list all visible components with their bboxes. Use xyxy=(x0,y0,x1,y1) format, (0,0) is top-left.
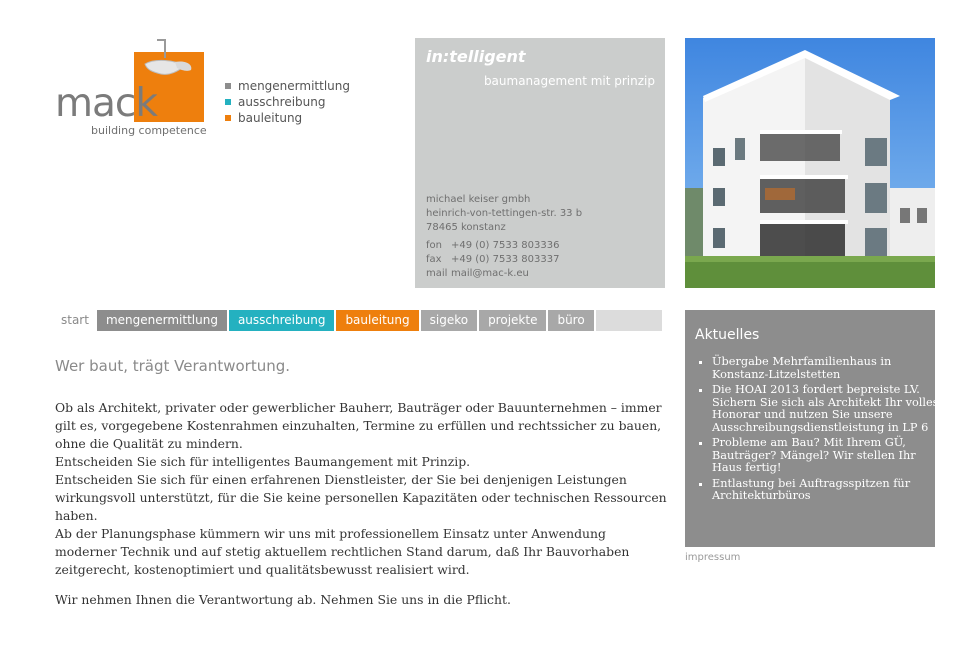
paragraph: Wir nehmen Ihnen die Verantwortung ab. Nehmen Sie uns in die Pflicht. xyxy=(55,592,511,607)
paragraph: Entscheiden Sie sich für einen erfahrenen Dienstleister, der Sie bei denjenigen Leistungen wirkungsvoll unterstützt, für die Sie keine personellen Kapazitäten oder technischen Ressourcen haben. xyxy=(55,472,667,523)
news-list xyxy=(695,356,940,506)
mail-link[interactable]: mail@mac-k.eu xyxy=(451,268,529,279)
services-list xyxy=(225,78,350,126)
fax-number: +49 (0) 7533 803337 xyxy=(451,254,560,265)
bullet-square-icon xyxy=(225,115,231,121)
news-item[interactable]: ▪ Probleme am Bau? Mit Ihrem GÜ, Bauträger? Mängel? Wir stellen Ihr Haus fertig! xyxy=(712,437,940,475)
imprint-link[interactable]: impressum xyxy=(685,552,741,563)
paragraph: Entscheiden Sie sich für intelligentes Baumangement mit Prinzip. xyxy=(55,454,471,469)
mail-label: mail xyxy=(426,268,448,279)
nav-ausschreibung[interactable]: ausschreibung xyxy=(229,310,335,331)
fax-label: fax xyxy=(426,254,442,265)
news-item[interactable]: ▪ Die HOAI 2013 fordert bepreiste LV. Sichern Sie sich als Architekt Ihr volles Honorar und nutzen Sie unsere Ausschreibungsdienstleistung in LP 6 xyxy=(712,384,940,434)
brand-claim: in:telligent xyxy=(426,47,526,66)
slogan: baumanagement mit prinzip xyxy=(483,74,655,88)
news-panel xyxy=(685,310,939,547)
service-item: bauleitung xyxy=(225,110,350,126)
nav-filler xyxy=(596,310,662,331)
nav-start[interactable]: start xyxy=(61,313,89,327)
nav-projekte[interactable]: projekte xyxy=(479,310,546,331)
paragraph: Ab der Planungsphase kümmern wir uns mit professionellem Einsatz unter Anwendung moderner Technik und auf stetig aktuellem rechtlichen Stand darum, daß Ihr Bauvorhaben zeitgerecht, kostenoptimiert und qualitätsbewusst realisiert wird. xyxy=(55,526,630,577)
page-headline: Wer baut, trägt Verantwortung. xyxy=(55,357,291,375)
intro-text xyxy=(55,399,667,609)
news-item[interactable]: ▪ Entlastung bei Auftragsspitzen für Architekturbüros xyxy=(712,478,940,503)
news-title: Aktuelles xyxy=(695,327,760,343)
bullet-square-icon xyxy=(225,83,231,89)
nav-sigeko[interactable]: sigeko xyxy=(421,310,477,331)
nav-bauleitung[interactable]: bauleitung xyxy=(336,310,418,331)
contact-panel xyxy=(415,38,665,288)
contact-details xyxy=(426,239,559,281)
fon-number: +49 (0) 7533 803336 xyxy=(451,240,560,251)
company-name: michael keiser gmbh xyxy=(426,194,531,205)
paragraph: Ob als Architekt, privater oder gewerblicher Bauherr, Bauträger oder Bauunternehmen – immer gilt es, vorgegebene Kostenrahmen einzuhalten, Termine zu erfüllen und rechtssicher zu bauen, ohne die Qualität zu mindern. xyxy=(55,400,662,451)
city: 78465 konstanz xyxy=(426,222,506,233)
address xyxy=(426,193,582,235)
logo-wordmark: mack xyxy=(55,81,157,126)
service-item: mengenermittlung xyxy=(225,78,350,94)
bullet-square-icon xyxy=(225,99,231,105)
news-item[interactable]: ▪ Übergabe Mehrfamilienhaus in Konstanz-Litzelstetten xyxy=(712,356,940,381)
nav-mengenermittlung[interactable]: mengenermittlung xyxy=(97,310,227,331)
building-photo-illustration xyxy=(685,38,935,288)
logo[interactable] xyxy=(55,38,215,142)
logo-tagline: building competence xyxy=(91,124,207,137)
main-nav xyxy=(55,310,664,331)
street: heinrich-von-tettingen-str. 33 b xyxy=(426,208,583,219)
fon-label: fon xyxy=(426,240,442,251)
nav-buero[interactable]: büro xyxy=(548,310,593,331)
building-photo xyxy=(685,38,935,288)
service-item: ausschreibung xyxy=(225,94,350,110)
